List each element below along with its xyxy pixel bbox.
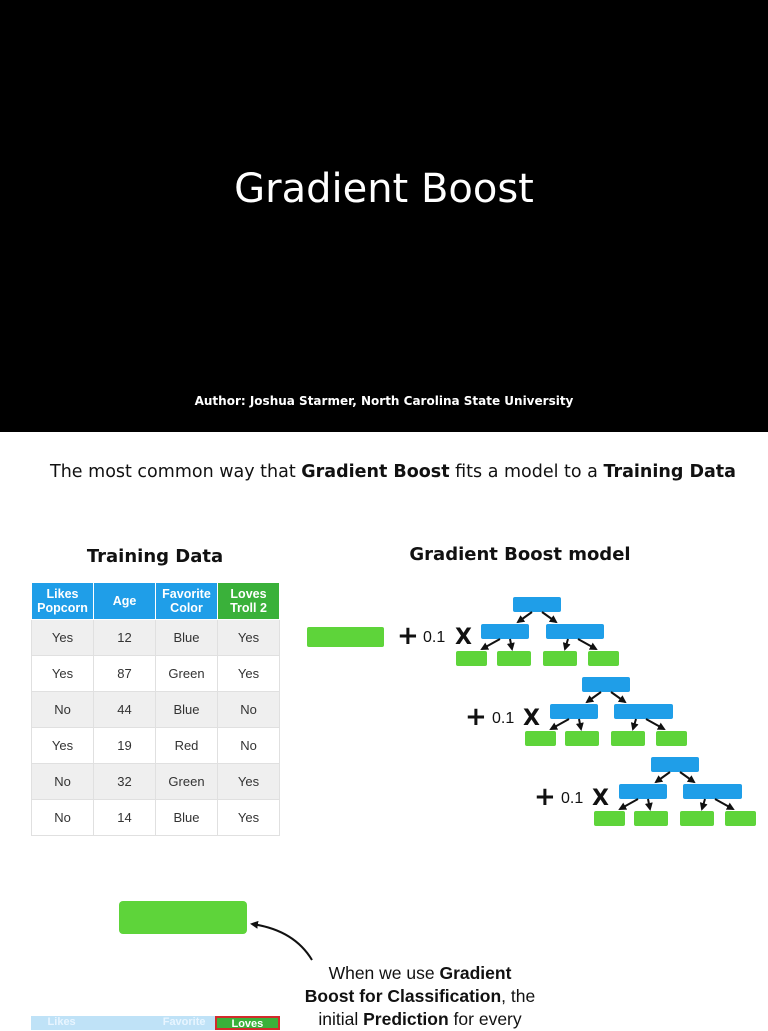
explanation-text: for every [448,1009,522,1029]
plus-sign: + [534,782,556,812]
table-cell: 44 [94,692,156,728]
tree-split-node [481,624,529,639]
tree-leaf [594,811,625,826]
explanation-line-1 [270,962,570,985]
tree-root-node [651,757,699,772]
tree-split-node [546,624,604,639]
tree-leaf [525,731,556,746]
explanation-bold: Gradient [439,963,512,983]
slide-title: Gradient Boost [234,166,534,212]
tree-edge [542,612,556,622]
tree-edge [482,639,500,649]
tree-edge [587,692,601,702]
intro-bold-1: Gradient Boost [301,462,450,482]
tree-leaf [565,731,599,746]
tree-leaf [497,651,531,666]
tree-edge [646,719,664,729]
table-cell: Blue [156,692,218,728]
tree-edge [518,612,532,622]
explanation-bold: Boost for Classification [304,986,502,1006]
explanation-line-3 [270,1008,570,1031]
tree-root-node [582,677,630,692]
table-cell: No [218,692,280,728]
slide-author: Author: Joshua Starmer, North Carolina State University [194,394,574,408]
table-cell: No [32,800,94,836]
times-sign: X [523,706,540,731]
learning-rate: 0.1 [492,710,515,727]
table-cell: Green [156,764,218,800]
tree-edge [579,719,581,729]
tree-edge [656,772,670,782]
tree-split-node [550,704,598,719]
column-header: Likes Popcorn [32,583,94,620]
tree-leaf [588,651,619,666]
intro-text-1: The most common way that [50,462,302,482]
explanation-bold: Prediction [363,1009,449,1029]
table-cell: Yes [32,620,94,656]
learning-rate: 0.1 [423,629,446,646]
classification-explanation [270,962,570,1031]
explanation-line-2 [270,985,570,1008]
tree-split-node [619,784,667,799]
table-cell: 32 [94,764,156,800]
tree-edge [510,639,512,649]
learning-rate: 0.1 [561,790,584,807]
table-cell: Yes [218,620,280,656]
column-header: Favorite Color [156,583,218,620]
intro-text-2: fits a model to a [449,462,604,482]
table-cell: Blue [156,800,218,836]
times-sign: X [592,786,609,811]
table-cell: Yes [32,728,94,764]
column-header [92,1016,153,1030]
plus-sign: + [397,621,419,651]
tree-leaf [634,811,668,826]
initial-leaf [307,627,384,647]
tree-edge [620,799,638,809]
table-cell: Yes [218,764,280,800]
explanation-text: initial [318,1009,364,1029]
tree-edge [648,799,650,809]
table-cell: Red [156,728,218,764]
tree-edge [565,639,568,649]
tree-edge [702,799,705,809]
column-header: Loves [215,1016,280,1030]
table-cell: Blue [156,620,218,656]
tree-root-node [513,597,561,612]
table-cell: Yes [32,656,94,692]
tree-leaf [456,651,487,666]
table-cell: No [32,764,94,800]
tree-leaf [611,731,645,746]
column-header: Favorite [154,1016,215,1030]
column-header: Age [94,583,156,620]
table-cell: Yes [218,800,280,836]
tree-leaf [680,811,714,826]
tree-leaf [656,731,687,746]
table-cell: 87 [94,656,156,692]
times-sign: X [455,625,472,650]
tree-split-node [683,784,742,799]
intro-bold-2: Training Data [603,462,736,482]
training-data-heading: Training Data [86,546,224,567]
tree-2 [525,677,687,746]
tree-leaf [543,651,577,666]
table-cell: Green [156,656,218,692]
table-cell: Yes [218,656,280,692]
explanation-text: , the [501,986,536,1006]
pointer-arrow [252,924,312,960]
initial-prediction-leaf [119,901,247,934]
tree-edge [551,719,569,729]
table-cell: 14 [94,800,156,836]
tree-edge [715,799,733,809]
tree-split-node [614,704,673,719]
model-heading: Gradient Boost model [409,544,631,565]
plus-sign: + [465,702,487,732]
tree-1 [456,597,619,666]
column-header: Likes [31,1016,92,1030]
tree-edge [611,692,625,702]
column-header: Loves Troll 2 [218,583,280,620]
tree-leaf [725,811,756,826]
tree-3 [594,757,756,826]
table-cell: No [32,692,94,728]
table-cell: No [218,728,280,764]
table-cell: 19 [94,728,156,764]
table-cell: 12 [94,620,156,656]
tree-edge [578,639,596,649]
tree-edge [680,772,694,782]
tree-edge [633,719,636,729]
cropped-table-header [31,1016,280,1030]
explanation-text: When we use [328,963,440,983]
